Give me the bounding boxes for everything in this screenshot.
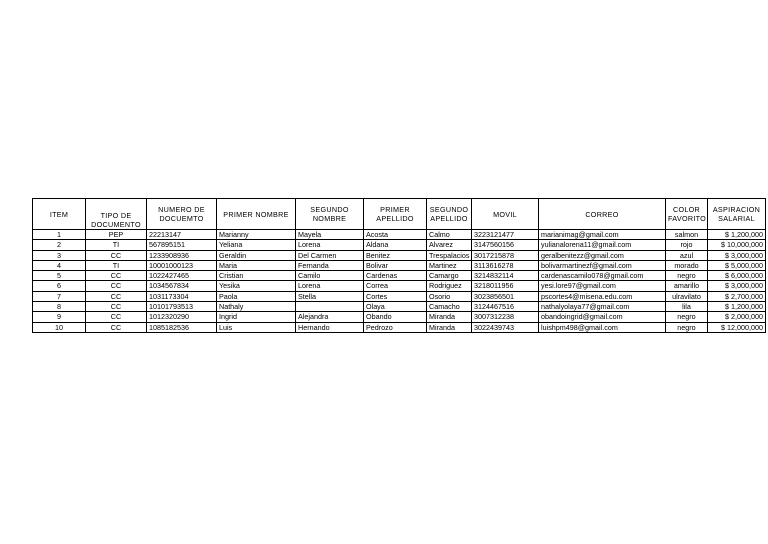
cell-numero-documento[interactable]: 1085182536 [147,322,217,332]
cell-aspiracion-salarial[interactable]: $ 10,000,000 [708,240,766,250]
spreadsheet-table [32,198,766,333]
cell-correo[interactable]: geralbenitezz@gmail.com [539,250,666,260]
cell-segundo-apellido[interactable]: Rodriguez [427,281,472,291]
cell-primer-apellido[interactable]: Olaya [364,302,427,312]
cell-segundo-nombre[interactable] [296,302,364,312]
cell-tipo-documento[interactable]: CC [86,281,147,291]
table-row [33,230,766,240]
col-header-segundo-apellido[interactable]: SEGUNDO APELLIDO [427,199,472,230]
cell-aspiracion-salarial[interactable]: $ 5,000,000 [708,260,766,270]
col-header-numero-documento[interactable]: NUMERO DE DOCUEMTO [147,199,217,230]
cell-correo[interactable]: marianimag@gmail.com [539,230,666,240]
cell-numero-documento[interactable]: 10001000123 [147,260,217,270]
cell-movil[interactable]: 3023856501 [472,291,539,301]
header-row [33,199,766,230]
col-header-correo[interactable]: CORREO [539,199,666,230]
table-row [33,291,766,301]
col-header-primer-apellido[interactable]: PRIMER APELLIDO [364,199,427,230]
cell-primer-nombre[interactable]: Cristian [217,271,296,281]
cell-numero-documento[interactable]: 1233908936 [147,250,217,260]
cell-correo[interactable]: pscortes4@misena.edu.com [539,291,666,301]
cell-movil[interactable]: 3218011956 [472,281,539,291]
cell-numero-documento[interactable]: 1031173304 [147,291,217,301]
cell-item[interactable]: 2 [33,240,86,250]
cell-tipo-documento[interactable]: PEP [86,230,147,240]
cell-item[interactable]: 5 [33,271,86,281]
cell-correo[interactable]: yulianalorena11@gmail.com [539,240,666,250]
cell-primer-nombre[interactable]: Marianny [217,230,296,240]
col-header-item[interactable]: ITEM [33,199,86,230]
cell-primer-nombre[interactable]: Luis [217,322,296,332]
cell-numero-documento[interactable]: 1012320290 [147,312,217,322]
col-header-primer-nombre[interactable]: PRIMER NOMBRE [217,199,296,230]
table-row [33,312,766,322]
cell-aspiracion-salarial[interactable]: $ 12,000,000 [708,322,766,332]
cell-movil[interactable]: 3017215878 [472,250,539,260]
cell-correo[interactable]: cardenascamilo078@gmail.com [539,271,666,281]
cell-movil[interactable]: 3022439743 [472,322,539,332]
cell-movil[interactable]: 3223121477 [472,230,539,240]
cell-movil[interactable]: 3007312238 [472,312,539,322]
cell-segundo-nombre[interactable]: Hernando [296,322,364,332]
cell-primer-nombre[interactable]: Paola [217,291,296,301]
cell-color-favorito[interactable]: azul [666,250,708,260]
cell-segundo-nombre[interactable]: Fernanda [296,260,364,270]
cell-item[interactable]: 8 [33,302,86,312]
cell-color-favorito[interactable]: morado [666,260,708,270]
cell-primer-apellido[interactable]: Aldana [364,240,427,250]
cell-movil[interactable]: 3214832114 [472,271,539,281]
cell-aspiracion-salarial[interactable]: $ 2,700,000 [708,291,766,301]
cell-correo[interactable]: bolivarmartinezf@gmail.com [539,260,666,270]
cell-primer-nombre[interactable]: Maria [217,260,296,270]
table-row [33,302,766,312]
col-header-movil[interactable]: MOVIL [472,199,539,230]
cell-color-favorito[interactable]: salmon [666,230,708,240]
cell-movil[interactable]: 3124467516 [472,302,539,312]
col-header-aspiracion-salarial[interactable]: ASPIRACION SALARIAL [708,199,766,230]
cell-numero-documento[interactable]: 10101793513 [147,302,217,312]
col-header-color-favorito[interactable]: COLOR FAVORITO [666,199,708,230]
cell-correo[interactable]: yesi.lore97@gmail.com [539,281,666,291]
cell-numero-documento[interactable]: 1034567834 [147,281,217,291]
cell-color-favorito[interactable]: negro [666,271,708,281]
cell-aspiracion-salarial[interactable]: $ 2,000,000 [708,312,766,322]
cell-item[interactable]: 1 [33,230,86,240]
cell-color-favorito[interactable]: lila [666,302,708,312]
cell-tipo-documento[interactable]: CC [86,291,147,301]
cell-segundo-nombre[interactable]: Stella [296,291,364,301]
cell-primer-nombre[interactable]: Nathaly [217,302,296,312]
cell-primer-apellido[interactable]: Pedrozo [364,322,427,332]
table-row [33,271,766,281]
cell-numero-documento[interactable]: 22213147 [147,230,217,240]
cell-tipo-documento[interactable]: CC [86,322,147,332]
cell-correo[interactable]: nathalyolaya77@gmail.com [539,302,666,312]
cell-segundo-apellido[interactable]: Miranda [427,312,472,322]
cell-aspiracion-salarial[interactable]: $ 6,000,000 [708,271,766,281]
cell-aspiracion-salarial[interactable]: $ 1,200,000 [708,302,766,312]
table-body [33,230,766,333]
cell-numero-documento[interactable]: 567895151 [147,240,217,250]
cell-primer-nombre[interactable]: Yeliana [217,240,296,250]
cell-tipo-documento[interactable]: TI [86,240,147,250]
cell-segundo-apellido[interactable]: Miranda [427,322,472,332]
cell-primer-apellido[interactable]: Correa [364,281,427,291]
cell-segundo-nombre[interactable]: Del Carmen [296,250,364,260]
cell-primer-apellido[interactable]: Acosta [364,230,427,240]
cell-item[interactable]: 9 [33,312,86,322]
cell-primer-apellido[interactable]: Bolivar [364,260,427,270]
cell-primer-nombre[interactable]: Ingrid [217,312,296,322]
cell-segundo-nombre[interactable]: Lorena [296,240,364,250]
cell-segundo-nombre[interactable]: Lorena [296,281,364,291]
cell-segundo-apellido[interactable]: Trespalacios [427,250,472,260]
col-header-segundo-nombre[interactable]: SEGUNDO NOMBRE [296,199,364,230]
table-row [33,322,766,332]
col-header-tipo-documento[interactable]: TIPO DE DOCUMENTO [86,199,147,230]
cell-segundo-apellido[interactable]: Calmo [427,230,472,240]
cell-segundo-nombre[interactable]: Camilo [296,271,364,281]
cell-color-favorito[interactable]: negro [666,312,708,322]
cell-segundo-nombre[interactable]: Mayela [296,230,364,240]
cell-correo[interactable]: obandoingrid@gmail.com [539,312,666,322]
cell-segundo-nombre[interactable]: Alejandra [296,312,364,322]
cell-aspiracion-salarial[interactable]: $ 3,000,000 [708,281,766,291]
cell-color-favorito[interactable]: rojo [666,240,708,250]
cell-tipo-documento[interactable]: CC [86,312,147,322]
cell-tipo-documento[interactable]: CC [86,271,147,281]
cell-primer-nombre[interactable]: Yesika [217,281,296,291]
cell-tipo-documento[interactable]: CC [86,250,147,260]
cell-tipo-documento[interactable]: CC [86,302,147,312]
cell-segundo-apellido[interactable]: Martinez [427,260,472,270]
cell-item[interactable]: 4 [33,260,86,270]
cell-tipo-documento[interactable]: TI [86,260,147,270]
cell-aspiracion-salarial[interactable]: $ 1,200,000 [708,230,766,240]
table-row [33,260,766,270]
table-row [33,250,766,260]
cell-primer-nombre[interactable]: Geraldin [217,250,296,260]
cell-primer-apellido[interactable]: Cortes [364,291,427,301]
cell-color-favorito[interactable]: ulravilato [666,291,708,301]
table-row [33,240,766,250]
cell-movil[interactable]: 3113616278 [472,260,539,270]
cell-segundo-apellido[interactable]: Osorio [427,291,472,301]
cell-primer-apellido[interactable]: Obando [364,312,427,322]
cell-segundo-apellido[interactable]: Alvarez [427,240,472,250]
cell-primer-apellido[interactable]: Cardenas [364,271,427,281]
cell-movil[interactable]: 3147560156 [472,240,539,250]
cell-color-favorito[interactable]: negro [666,322,708,332]
cell-segundo-apellido[interactable]: Camacho [427,302,472,312]
cell-item[interactable]: 10 [33,322,86,332]
cell-correo[interactable]: luishpm498@gmail.com [539,322,666,332]
cell-color-favorito[interactable]: amarillo [666,281,708,291]
cell-segundo-apellido[interactable]: Camargo [427,271,472,281]
table-row [33,281,766,291]
cell-numero-documento[interactable]: 1022427465 [147,271,217,281]
cell-item[interactable]: 3 [33,250,86,260]
cell-aspiracion-salarial[interactable]: $ 3,000,000 [708,250,766,260]
cell-item[interactable]: 7 [33,291,86,301]
cell-primer-apellido[interactable]: Benitez [364,250,427,260]
cell-item[interactable]: 6 [33,281,86,291]
